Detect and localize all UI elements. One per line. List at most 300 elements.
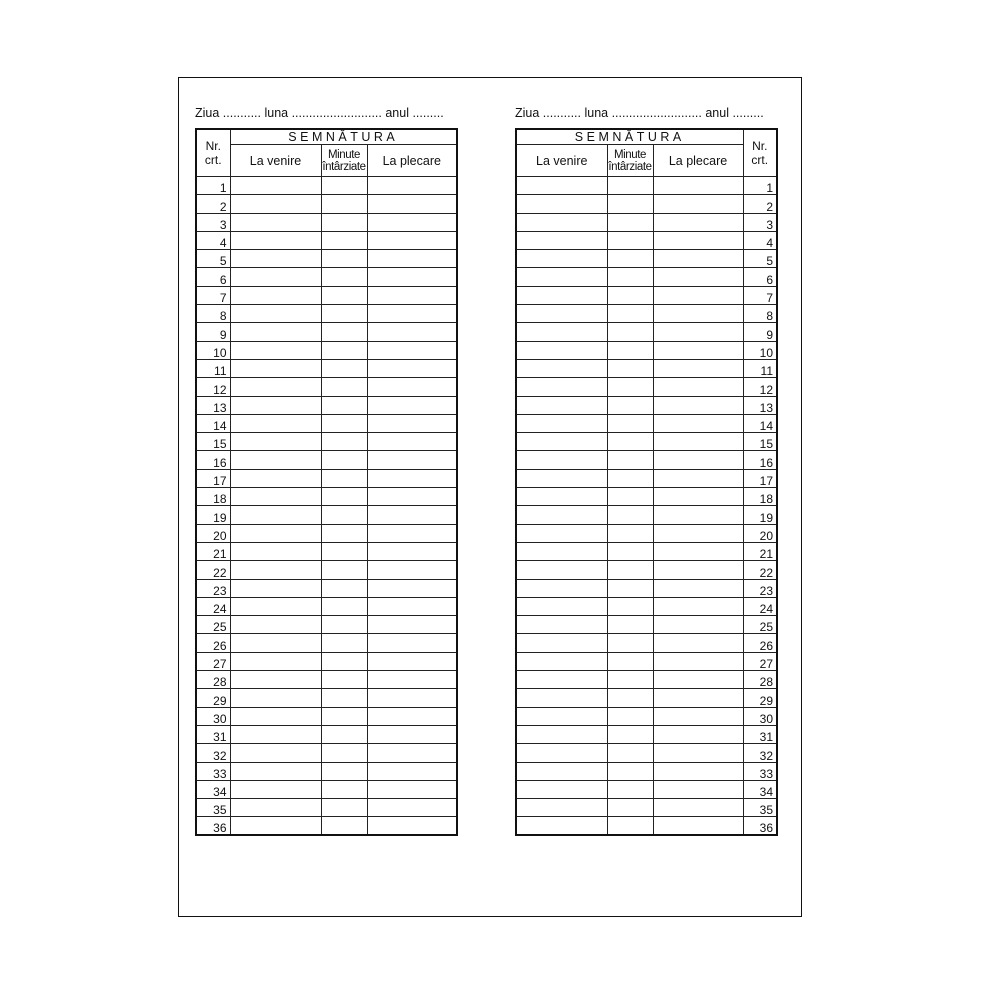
arrival-signature-cell[interactable] [230,652,321,670]
departure-signature-cell[interactable] [653,689,743,707]
row-number: 27 [196,652,230,670]
row-number: 35 [743,799,777,817]
row-number: 32 [743,744,777,762]
table-row [516,378,777,396]
row-number: 15 [196,433,230,451]
minutes-late-cell[interactable] [321,744,367,762]
row-number: 3 [743,213,777,231]
departure-signature-cell[interactable] [653,323,743,341]
row-number: 19 [743,506,777,524]
arrival-signature-cell[interactable] [230,451,321,469]
departure-signature-cell[interactable] [367,506,457,524]
table-row [516,542,777,560]
departure-signature-cell[interactable] [367,579,457,597]
departure-signature-cell[interactable] [653,195,743,213]
attendance-table [195,128,458,836]
departure-signature-cell[interactable] [367,359,457,377]
departure-signature-cell[interactable] [653,652,743,670]
minutes-late-cell[interactable] [321,707,367,725]
row-number: 2 [743,195,777,213]
row-number: 30 [743,707,777,725]
nr-crt-header: Nr. crt. [196,129,230,177]
arrival-signature-cell[interactable] [516,433,607,451]
minutes-late-cell[interactable] [607,762,653,780]
arrival-signature-cell[interactable] [230,286,321,304]
departure-signature-cell[interactable] [653,396,743,414]
arrival-signature-cell[interactable] [516,231,607,249]
arrival-signature-cell[interactable] [516,250,607,268]
departure-signature-cell[interactable] [367,652,457,670]
departure-signature-cell[interactable] [367,195,457,213]
minutes-late-cell[interactable] [607,433,653,451]
table-row [196,469,457,487]
table-row [516,177,777,195]
departure-signature-cell[interactable] [653,671,743,689]
arrival-signature-cell[interactable] [516,469,607,487]
minutes-late-cell[interactable] [321,341,367,359]
arrival-signature-cell[interactable] [230,414,321,432]
departure-signature-cell[interactable] [367,597,457,615]
departure-signature-cell[interactable] [367,396,457,414]
table-row [516,817,777,835]
arrival-signature-cell[interactable] [230,597,321,615]
arrival-signature-cell[interactable] [516,671,607,689]
departure-signature-cell[interactable] [367,671,457,689]
minutes-late-cell[interactable] [607,506,653,524]
arrival-signature-cell[interactable] [230,506,321,524]
arrival-signature-cell[interactable] [230,250,321,268]
departure-signature-cell[interactable] [367,433,457,451]
table-row [196,286,457,304]
row-number: 32 [196,744,230,762]
arrival-signature-cell[interactable] [230,671,321,689]
table-row [196,268,457,286]
arrival-signature-cell[interactable] [230,231,321,249]
departure-signature-cell[interactable] [367,762,457,780]
arrival-signature-cell[interactable] [516,817,607,835]
departure-signature-cell[interactable] [367,268,457,286]
table-row [196,542,457,560]
minutes-late-cell[interactable] [607,305,653,323]
row-number: 7 [743,286,777,304]
arrival-signature-cell[interactable] [516,359,607,377]
arrival-signature-cell[interactable] [516,689,607,707]
table-row [516,561,777,579]
departure-signature-cell[interactable] [367,469,457,487]
minutes-late-cell[interactable] [607,707,653,725]
minutes-late-cell[interactable] [607,378,653,396]
row-number: 10 [196,341,230,359]
arrival-signature-cell[interactable] [516,616,607,634]
arrival-signature-cell[interactable] [516,488,607,506]
minutes-late-cell[interactable] [321,488,367,506]
attendance-table [515,128,778,836]
arrival-signature-cell[interactable] [516,506,607,524]
minutes-late-cell[interactable] [607,817,653,835]
arrival-signature-cell[interactable] [516,396,607,414]
table-row [516,231,777,249]
table-row [196,799,457,817]
row-number: 23 [743,579,777,597]
table-row [516,451,777,469]
row-number: 13 [743,396,777,414]
row-number: 29 [196,689,230,707]
minutes-late-cell[interactable] [321,634,367,652]
arrival-signature-cell[interactable] [230,524,321,542]
minutes-late-cell[interactable] [607,799,653,817]
departure-signature-cell[interactable] [653,488,743,506]
departure-signature-cell[interactable] [367,213,457,231]
arrival-signature-cell[interactable] [516,799,607,817]
departure-signature-cell[interactable] [653,469,743,487]
departure-signature-cell[interactable] [653,250,743,268]
arrival-signature-cell[interactable] [230,579,321,597]
departure-signature-cell[interactable] [653,744,743,762]
minutes-late-cell[interactable] [321,177,367,195]
table-row [516,671,777,689]
arrival-signature-cell[interactable] [516,177,607,195]
arrival-signature-cell[interactable] [516,305,607,323]
departure-signature-cell[interactable] [653,634,743,652]
minutes-late-cell[interactable] [321,378,367,396]
arrival-signature-cell[interactable] [516,579,607,597]
table-row [196,231,457,249]
arrival-signature-cell[interactable] [230,707,321,725]
departure-header: La plecare [653,145,743,177]
minutes-late-cell[interactable] [321,762,367,780]
minutes-late-cell[interactable] [607,286,653,304]
departure-signature-cell[interactable] [653,616,743,634]
minutes-late-cell[interactable] [607,231,653,249]
table-row [196,524,457,542]
table-row [516,744,777,762]
arrival-signature-cell[interactable] [230,780,321,798]
departure-signature-cell[interactable] [367,817,457,835]
row-number: 8 [743,305,777,323]
departure-signature-cell[interactable] [367,744,457,762]
row-number: 29 [743,689,777,707]
departure-signature-cell[interactable] [653,433,743,451]
row-number: 17 [743,469,777,487]
departure-signature-cell[interactable] [367,414,457,432]
departure-signature-cell[interactable] [367,378,457,396]
departure-signature-cell[interactable] [653,561,743,579]
departure-signature-cell[interactable] [367,799,457,817]
departure-signature-cell[interactable] [653,305,743,323]
minutes-late-cell[interactable] [321,579,367,597]
arrival-signature-cell[interactable] [516,652,607,670]
row-number: 20 [196,524,230,542]
row-number: 28 [196,671,230,689]
arrival-signature-cell[interactable] [230,799,321,817]
row-number: 12 [743,378,777,396]
departure-signature-cell[interactable] [653,579,743,597]
arrival-signature-cell[interactable] [230,817,321,835]
arrival-signature-cell[interactable] [516,524,607,542]
minutes-late-cell[interactable] [607,561,653,579]
row-number: 8 [196,305,230,323]
departure-signature-cell[interactable] [367,488,457,506]
row-number: 33 [743,762,777,780]
departure-signature-cell[interactable] [367,689,457,707]
row-number: 22 [196,561,230,579]
minutes-late-cell[interactable] [321,213,367,231]
minutes-late-cell[interactable] [607,780,653,798]
minutes-late-cell[interactable] [321,689,367,707]
table-row [196,671,457,689]
departure-signature-cell[interactable] [653,542,743,560]
minutes-late-cell[interactable] [607,213,653,231]
departure-signature-cell[interactable] [653,451,743,469]
minutes-late-cell[interactable] [321,359,367,377]
row-number: 4 [743,231,777,249]
table-row [516,396,777,414]
minutes-late-cell[interactable] [321,195,367,213]
row-number: 4 [196,231,230,249]
arrival-signature-cell[interactable] [230,359,321,377]
arrival-signature-cell[interactable] [516,762,607,780]
departure-signature-cell[interactable] [367,707,457,725]
departure-signature-cell[interactable] [653,378,743,396]
minutes-late-header: Minute întârziate [607,145,653,177]
row-number: 34 [743,780,777,798]
arrival-signature-cell[interactable] [230,305,321,323]
minutes-late-cell[interactable] [607,195,653,213]
arrival-signature-cell[interactable] [516,195,607,213]
departure-signature-cell[interactable] [653,231,743,249]
arrival-signature-cell[interactable] [516,744,607,762]
arrival-signature-cell[interactable] [230,378,321,396]
minutes-late-cell[interactable] [607,634,653,652]
row-number: 24 [196,597,230,615]
minutes-late-cell[interactable] [321,561,367,579]
minutes-late-cell[interactable] [321,250,367,268]
minutes-late-cell[interactable] [321,652,367,670]
minutes-late-cell[interactable] [607,671,653,689]
departure-signature-cell[interactable] [367,524,457,542]
minutes-late-cell[interactable] [607,488,653,506]
arrival-signature-cell[interactable] [230,725,321,743]
row-number: 14 [743,414,777,432]
arrival-signature-cell[interactable] [516,268,607,286]
row-number: 25 [743,616,777,634]
minutes-late-cell[interactable] [321,524,367,542]
row-number: 28 [743,671,777,689]
minutes-late-cell[interactable] [607,323,653,341]
table-row [516,341,777,359]
minutes-late-cell[interactable] [607,341,653,359]
minutes-late-cell[interactable] [321,725,367,743]
arrival-signature-cell[interactable] [230,323,321,341]
arrival-signature-cell[interactable] [230,195,321,213]
departure-signature-cell[interactable] [653,359,743,377]
minutes-late-cell[interactable] [607,414,653,432]
minutes-late-cell[interactable] [607,524,653,542]
table-row [516,195,777,213]
row-number: 15 [743,433,777,451]
arrival-signature-cell[interactable] [516,634,607,652]
arrival-signature-cell[interactable] [230,433,321,451]
table-row [196,689,457,707]
departure-signature-cell[interactable] [653,268,743,286]
table-row [196,762,457,780]
arrival-signature-cell[interactable] [230,561,321,579]
arrival-signature-cell[interactable] [516,542,607,560]
minutes-late-cell[interactable] [607,396,653,414]
table-row [196,451,457,469]
minutes-late-cell[interactable] [607,744,653,762]
departure-signature-cell[interactable] [367,634,457,652]
departure-signature-cell[interactable] [653,414,743,432]
row-number: 30 [196,707,230,725]
minutes-late-cell[interactable] [607,616,653,634]
minutes-late-cell[interactable] [321,616,367,634]
departure-signature-cell[interactable] [653,506,743,524]
departure-signature-cell[interactable] [653,762,743,780]
minutes-late-cell[interactable] [607,451,653,469]
departure-signature-cell[interactable] [367,561,457,579]
minutes-late-cell[interactable] [321,286,367,304]
arrival-header: La venire [516,145,607,177]
table-row [516,616,777,634]
minutes-late-cell[interactable] [321,671,367,689]
minutes-late-cell[interactable] [321,451,367,469]
minutes-late-cell[interactable] [607,689,653,707]
minutes-late-cell[interactable] [607,250,653,268]
table-row [516,250,777,268]
departure-signature-cell[interactable] [367,616,457,634]
table-row [516,652,777,670]
arrival-signature-cell[interactable] [516,341,607,359]
arrival-signature-cell[interactable] [516,213,607,231]
departure-signature-cell[interactable] [653,780,743,798]
table-row [196,250,457,268]
minutes-late-cell[interactable] [607,652,653,670]
arrival-signature-cell[interactable] [230,689,321,707]
minutes-late-cell[interactable] [321,542,367,560]
minutes-late-cell[interactable] [607,542,653,560]
minutes-late-cell[interactable] [321,780,367,798]
minutes-late-cell[interactable] [607,359,653,377]
row-number: 16 [743,451,777,469]
minutes-late-cell[interactable] [607,268,653,286]
arrival-signature-cell[interactable] [516,725,607,743]
departure-signature-cell[interactable] [367,451,457,469]
minutes-late-cell[interactable] [607,579,653,597]
row-number: 26 [196,634,230,652]
arrival-signature-cell[interactable] [230,542,321,560]
arrival-signature-cell[interactable] [516,414,607,432]
arrival-signature-cell[interactable] [230,396,321,414]
arrival-signature-cell[interactable] [230,213,321,231]
minutes-late-cell[interactable] [321,323,367,341]
departure-signature-cell[interactable] [367,250,457,268]
minutes-late-cell[interactable] [607,177,653,195]
departure-signature-cell[interactable] [367,177,457,195]
departure-signature-cell[interactable] [367,542,457,560]
row-number: 1 [743,177,777,195]
arrival-signature-cell[interactable] [230,177,321,195]
departure-signature-cell[interactable] [367,341,457,359]
arrival-signature-cell[interactable] [516,286,607,304]
departure-signature-cell[interactable] [653,597,743,615]
arrival-signature-cell[interactable] [516,780,607,798]
minutes-late-cell[interactable] [321,469,367,487]
departure-signature-cell[interactable] [653,817,743,835]
arrival-signature-cell[interactable] [516,597,607,615]
arrival-signature-cell[interactable] [230,744,321,762]
date-line: Ziua ........... luna .......................... anul ......... [515,106,764,120]
departure-signature-cell[interactable] [653,524,743,542]
table-row [196,561,457,579]
arrival-signature-cell[interactable] [230,341,321,359]
minutes-late-cell[interactable] [321,396,367,414]
row-number: 24 [743,597,777,615]
minutes-late-cell[interactable] [321,817,367,835]
departure-signature-cell[interactable] [367,305,457,323]
arrival-signature-cell[interactable] [516,707,607,725]
arrival-signature-cell[interactable] [230,469,321,487]
row-number: 7 [196,286,230,304]
minutes-late-cell[interactable] [607,469,653,487]
departure-signature-cell[interactable] [367,231,457,249]
minutes-late-cell[interactable] [321,231,367,249]
departure-signature-cell[interactable] [653,799,743,817]
minutes-late-cell[interactable] [321,506,367,524]
departure-signature-cell[interactable] [653,725,743,743]
arrival-signature-cell[interactable] [516,561,607,579]
departure-signature-cell[interactable] [653,286,743,304]
departure-signature-cell[interactable] [367,286,457,304]
minutes-late-cell[interactable] [321,305,367,323]
arrival-signature-cell[interactable] [516,323,607,341]
table-row [196,396,457,414]
departure-signature-cell[interactable] [367,780,457,798]
row-number: 22 [743,561,777,579]
table-row [516,414,777,432]
table-row [516,799,777,817]
table-row [196,341,457,359]
arrival-signature-cell[interactable] [230,762,321,780]
minutes-late-cell[interactable] [607,597,653,615]
departure-signature-cell[interactable] [367,323,457,341]
table-row [516,707,777,725]
table-row [196,305,457,323]
arrival-signature-cell[interactable] [230,268,321,286]
table-row [516,268,777,286]
arrival-signature-cell[interactable] [230,488,321,506]
arrival-signature-cell[interactable] [516,378,607,396]
minutes-late-cell[interactable] [321,597,367,615]
minutes-late-cell[interactable] [321,433,367,451]
arrival-signature-cell[interactable] [230,634,321,652]
arrival-signature-cell[interactable] [230,616,321,634]
minutes-late-cell[interactable] [321,799,367,817]
row-number: 17 [196,469,230,487]
departure-signature-cell[interactable] [367,725,457,743]
departure-signature-cell[interactable] [653,707,743,725]
departure-signature-cell[interactable] [653,341,743,359]
minutes-late-cell[interactable] [321,268,367,286]
minutes-late-cell[interactable] [607,725,653,743]
minutes-late-cell[interactable] [321,414,367,432]
departure-signature-cell[interactable] [653,213,743,231]
table-row [196,359,457,377]
signature-header: SEMNĂTURA [230,129,457,145]
arrival-signature-cell[interactable] [516,451,607,469]
table-row [196,634,457,652]
departure-signature-cell[interactable] [653,177,743,195]
